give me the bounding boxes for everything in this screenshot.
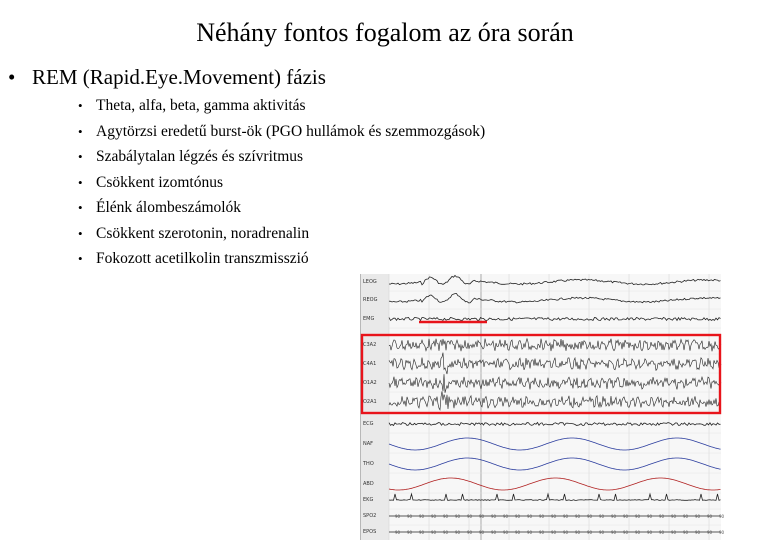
svg-text:90: 90	[491, 514, 497, 519]
svg-text:90: 90	[695, 514, 701, 519]
svg-text:90: 90	[539, 514, 545, 519]
list-item: • Fokozott acetilkolin transzmisszió	[78, 250, 309, 267]
svg-text:90: 90	[575, 530, 581, 535]
list-item: • Szabálytalan légzés és szívritmus	[78, 148, 304, 165]
svg-text:90: 90	[635, 514, 641, 519]
bullet-dot: •	[78, 174, 83, 190]
bullet-dot: •	[78, 251, 83, 266]
svg-text:90: 90	[707, 514, 713, 519]
svg-text:90: 90	[515, 514, 521, 519]
svg-text:90: 90	[407, 514, 413, 519]
psg-traces	[361, 274, 725, 540]
svg-text:90: 90	[443, 514, 449, 519]
channel-label: EKG	[363, 497, 374, 503]
channel-label: O1A2	[363, 380, 377, 386]
bullet-dot: •	[78, 123, 83, 139]
svg-text:90: 90	[647, 530, 653, 535]
svg-text:90: 90	[683, 514, 689, 519]
svg-text:90: 90	[443, 530, 449, 535]
channel-label: ABD	[363, 481, 374, 487]
list-item: • Élénk álombeszámolók	[78, 199, 242, 216]
svg-text:90: 90	[455, 530, 461, 535]
svg-text:90: 90	[503, 514, 509, 519]
channel-label: NAF	[363, 441, 374, 447]
svg-text:90: 90	[695, 530, 701, 535]
svg-text:90: 90	[419, 530, 425, 535]
bullet-dot: •	[78, 149, 83, 164]
svg-text:90: 90	[707, 530, 713, 535]
svg-text:90: 90	[623, 530, 629, 535]
svg-text:90: 90	[671, 514, 677, 519]
svg-text:90: 90	[527, 514, 533, 519]
channel-label: O2A1	[363, 399, 377, 405]
slide-title: Néhány fontos fogalom az óra során	[196, 18, 574, 47]
rem-feature-list	[78, 96, 485, 275]
svg-text:90: 90	[671, 530, 677, 535]
svg-text:90: 90	[551, 530, 557, 535]
list-item: • Theta, alfa, beta, gamma aktivitás	[78, 97, 306, 114]
svg-text:90: 90	[719, 514, 725, 519]
svg-text:90: 90	[635, 530, 641, 535]
svg-text:90: 90	[599, 530, 605, 535]
list-item: • Csökkent izomtónus	[78, 173, 224, 191]
svg-text:90: 90	[395, 530, 401, 535]
svg-text:90: 90	[563, 514, 569, 519]
svg-text:90: 90	[479, 530, 485, 535]
main-bullet-text: REM (Rapid.Eye.Movement) fázis	[32, 65, 326, 89]
svg-text:90: 90	[551, 514, 557, 519]
channel-label: REOG	[363, 297, 378, 303]
svg-text:90: 90	[599, 514, 605, 519]
channel-label: THO	[363, 461, 374, 467]
svg-text:90: 90	[659, 514, 665, 519]
svg-text:90: 90	[611, 530, 617, 535]
channel-label: EMG	[363, 316, 375, 322]
bullet-dot: •	[78, 200, 83, 215]
bullet-dot: •	[78, 225, 83, 241]
svg-text:90: 90	[503, 530, 509, 535]
svg-text:90: 90	[575, 514, 581, 519]
svg-text:90: 90	[491, 530, 497, 535]
svg-text:90: 90	[539, 530, 545, 535]
channel-label: EPOS	[363, 529, 377, 535]
bullet-dot: •	[78, 98, 83, 113]
main-bullet	[8, 65, 326, 90]
svg-text:90: 90	[431, 530, 437, 535]
svg-text:90: 90	[407, 530, 413, 535]
svg-text:90: 90	[683, 530, 689, 535]
svg-text:90: 90	[587, 514, 593, 519]
svg-text:90: 90	[431, 514, 437, 519]
svg-text:90: 90	[455, 514, 461, 519]
svg-text:90: 90	[467, 514, 473, 519]
list-item: • Csökkent szerotonin, noradrenalin	[78, 224, 310, 242]
svg-text:90: 90	[479, 514, 485, 519]
bullet-dot: •	[8, 65, 16, 89]
svg-text:90: 90	[395, 514, 401, 519]
svg-text:90: 90	[419, 514, 425, 519]
svg-text:90: 90	[467, 530, 473, 535]
polysomnography-recording-image	[360, 274, 725, 540]
svg-text:90: 90	[527, 530, 533, 535]
svg-text:90: 90	[611, 514, 617, 519]
channel-label: C3A2	[363, 342, 377, 348]
svg-text:90: 90	[515, 530, 521, 535]
svg-text:90: 90	[563, 530, 569, 535]
list-item: • Agytörzsi eredetű burst-ök (PGO hullámok és szemmozgások)	[78, 122, 486, 140]
svg-text:90: 90	[659, 530, 665, 535]
channel-label: ECG	[363, 421, 374, 427]
svg-text:90: 90	[587, 530, 593, 535]
channel-label: LEOG	[363, 279, 377, 285]
svg-text:90: 90	[647, 514, 653, 519]
svg-text:90: 90	[623, 514, 629, 519]
svg-text:90: 90	[719, 530, 725, 535]
channel-label: C4A1	[363, 361, 377, 367]
channel-label: SPO2	[363, 513, 377, 519]
